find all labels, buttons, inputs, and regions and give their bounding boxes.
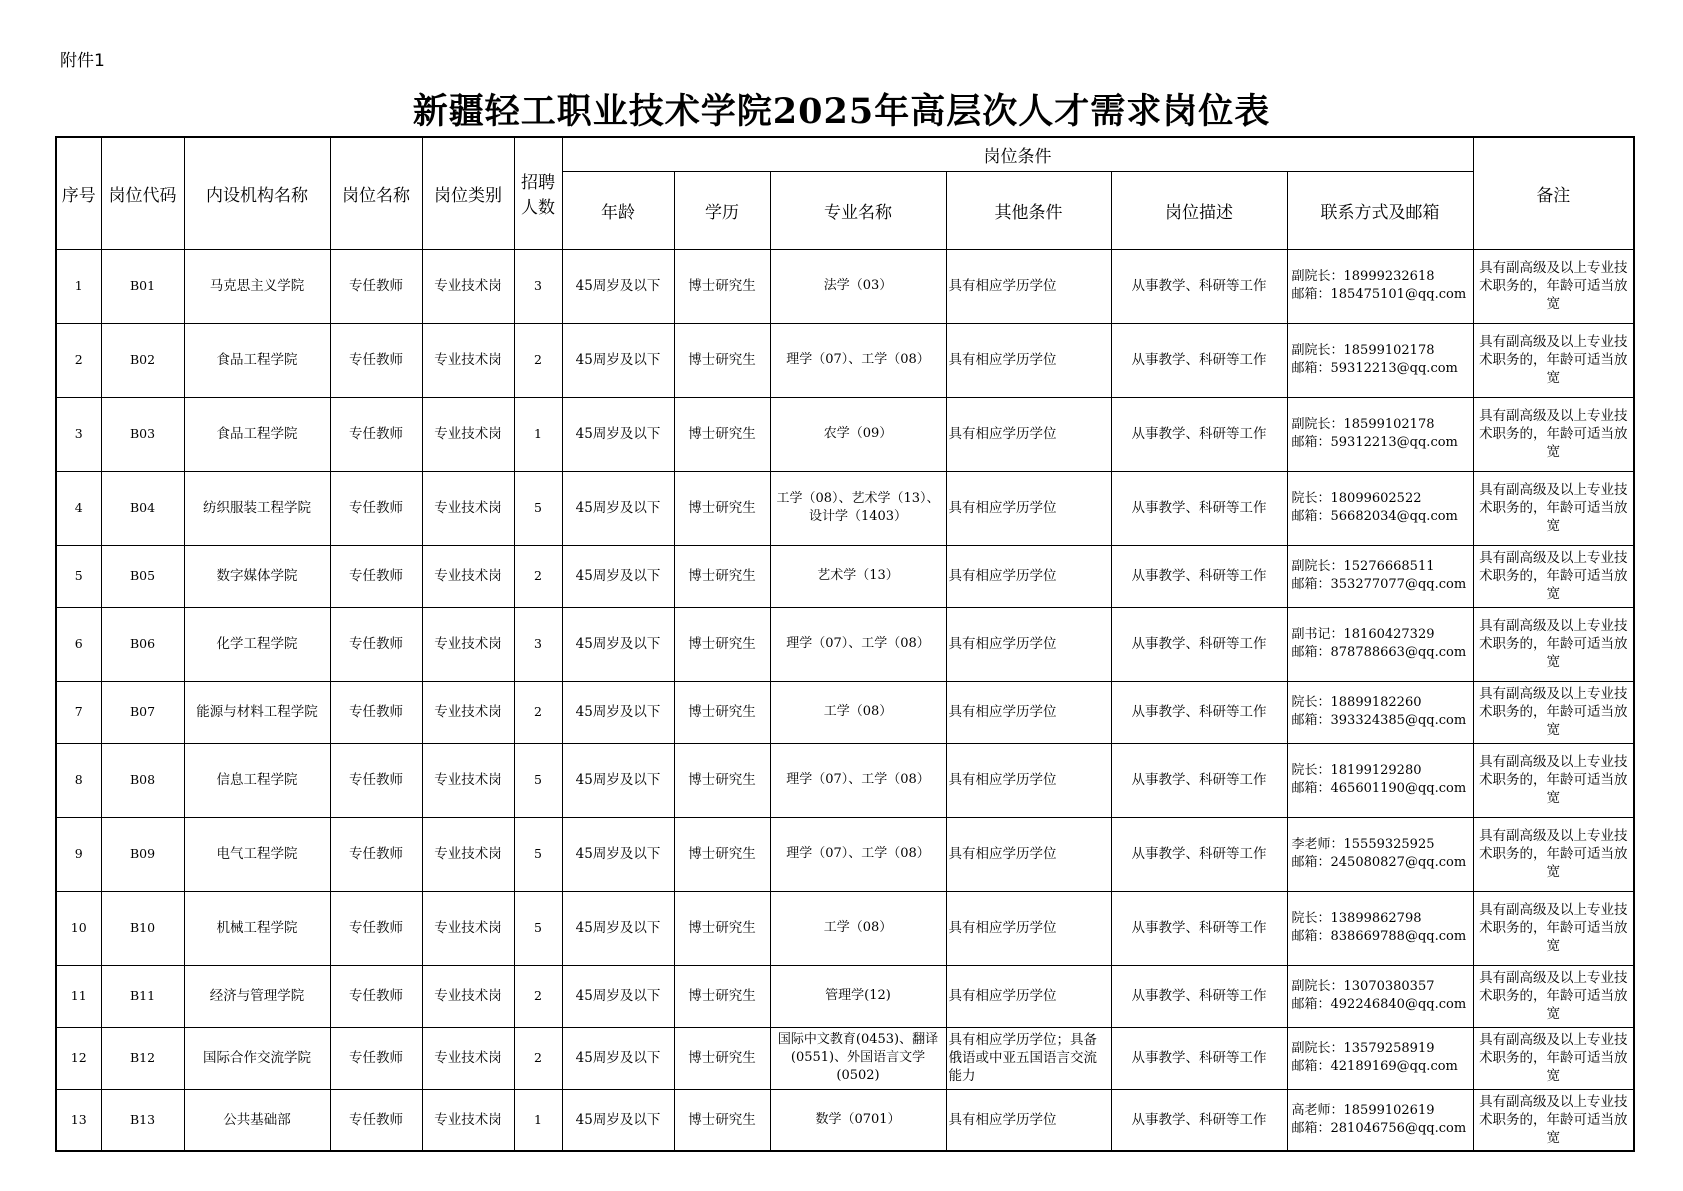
cell-desc: 从事教学、科研等工作 bbox=[1111, 323, 1287, 397]
cell-contact: 高老师：18599102619 邮箱：281046756@qq.com bbox=[1287, 1089, 1473, 1151]
cell-contact: 副院长：15276668511 邮箱：353277077@qq.com bbox=[1287, 545, 1473, 607]
cell-age: 45周岁及以下 bbox=[562, 1089, 674, 1151]
cell-major: 工学（08）、艺术学（13）、设计学（1403） bbox=[770, 471, 946, 545]
cell-desc: 从事教学、科研等工作 bbox=[1111, 397, 1287, 471]
cell-post: 专任教师 bbox=[330, 681, 422, 743]
cell-remark: 具有副高级及以上专业技术职务的，年龄可适当放宽 bbox=[1473, 607, 1634, 681]
cell-other: 具有相应学历学位 bbox=[946, 471, 1111, 545]
table-row bbox=[56, 1089, 1634, 1151]
cell-edu: 博士研究生 bbox=[674, 471, 770, 545]
cell-category: 专业技术岗 bbox=[422, 471, 514, 545]
cell-desc: 从事教学、科研等工作 bbox=[1111, 1089, 1287, 1151]
cell-contact: 院长：18899182260 邮箱：393324385@qq.com bbox=[1287, 681, 1473, 743]
cell-desc: 从事教学、科研等工作 bbox=[1111, 1027, 1287, 1089]
cell-count: 5 bbox=[514, 891, 562, 965]
cell-other: 具有相应学历学位 bbox=[946, 323, 1111, 397]
cell-desc: 从事教学、科研等工作 bbox=[1111, 545, 1287, 607]
header-dept: 内设机构名称 bbox=[184, 137, 330, 249]
cell-contact: 院长：18199129280 邮箱：465601190@qq.com bbox=[1287, 743, 1473, 817]
cell-other: 具有相应学历学位 bbox=[946, 891, 1111, 965]
cell-post: 专任教师 bbox=[330, 743, 422, 817]
cell-edu: 博士研究生 bbox=[674, 323, 770, 397]
cell-count: 5 bbox=[514, 471, 562, 545]
cell-post: 专任教师 bbox=[330, 1089, 422, 1151]
cell-desc: 从事教学、科研等工作 bbox=[1111, 681, 1287, 743]
cell-age: 45周岁及以下 bbox=[562, 607, 674, 681]
cell-age: 45周岁及以下 bbox=[562, 891, 674, 965]
cell-dept: 国际合作交流学院 bbox=[184, 1027, 330, 1089]
cell-remark: 具有副高级及以上专业技术职务的，年龄可适当放宽 bbox=[1473, 471, 1634, 545]
cell-dept: 食品工程学院 bbox=[184, 397, 330, 471]
cell-dept: 纺织服装工程学院 bbox=[184, 471, 330, 545]
header-contact: 联系方式及邮箱 bbox=[1287, 171, 1473, 249]
header-major: 专业名称 bbox=[770, 171, 946, 249]
cell-category: 专业技术岗 bbox=[422, 397, 514, 471]
cell-major: 法学（03） bbox=[770, 249, 946, 323]
cell-seq: 2 bbox=[56, 323, 101, 397]
attachment-label: 附件1 bbox=[60, 51, 105, 71]
table-body bbox=[56, 249, 1634, 1151]
table-row bbox=[56, 545, 1634, 607]
cell-desc: 从事教学、科研等工作 bbox=[1111, 249, 1287, 323]
cell-other: 具有相应学历学位；具备俄语或中亚五国语言交流能力 bbox=[946, 1027, 1111, 1089]
header-remark: 备注 bbox=[1473, 137, 1634, 249]
cell-age: 45周岁及以下 bbox=[562, 743, 674, 817]
cell-post: 专任教师 bbox=[330, 891, 422, 965]
cell-edu: 博士研究生 bbox=[674, 817, 770, 891]
cell-age: 45周岁及以下 bbox=[562, 817, 674, 891]
cell-post: 专任教师 bbox=[330, 965, 422, 1027]
cell-count: 5 bbox=[514, 743, 562, 817]
cell-code: B03 bbox=[101, 397, 184, 471]
cell-count: 2 bbox=[514, 323, 562, 397]
cell-category: 专业技术岗 bbox=[422, 817, 514, 891]
cell-category: 专业技术岗 bbox=[422, 323, 514, 397]
cell-seq: 3 bbox=[56, 397, 101, 471]
cell-desc: 从事教学、科研等工作 bbox=[1111, 965, 1287, 1027]
cell-count: 1 bbox=[514, 1089, 562, 1151]
cell-age: 45周岁及以下 bbox=[562, 471, 674, 545]
cell-post: 专任教师 bbox=[330, 323, 422, 397]
cell-category: 专业技术岗 bbox=[422, 965, 514, 1027]
cell-age: 45周岁及以下 bbox=[562, 681, 674, 743]
cell-code: B10 bbox=[101, 891, 184, 965]
cell-seq: 13 bbox=[56, 1089, 101, 1151]
table-row bbox=[56, 743, 1634, 817]
cell-post: 专任教师 bbox=[330, 817, 422, 891]
cell-dept: 机械工程学院 bbox=[184, 891, 330, 965]
cell-major: 数学（0701） bbox=[770, 1089, 946, 1151]
cell-major: 工学（08） bbox=[770, 681, 946, 743]
header-edu: 学历 bbox=[674, 171, 770, 249]
header-other: 其他条件 bbox=[946, 171, 1111, 249]
cell-dept: 经济与管理学院 bbox=[184, 965, 330, 1027]
cell-seq: 11 bbox=[56, 965, 101, 1027]
cell-count: 3 bbox=[514, 607, 562, 681]
cell-age: 45周岁及以下 bbox=[562, 397, 674, 471]
cell-seq: 4 bbox=[56, 471, 101, 545]
cell-post: 专任教师 bbox=[330, 397, 422, 471]
cell-age: 45周岁及以下 bbox=[562, 249, 674, 323]
cell-remark: 具有副高级及以上专业技术职务的，年龄可适当放宽 bbox=[1473, 545, 1634, 607]
cell-major: 理学（07）、工学（08） bbox=[770, 743, 946, 817]
cell-desc: 从事教学、科研等工作 bbox=[1111, 471, 1287, 545]
cell-code: B07 bbox=[101, 681, 184, 743]
cell-edu: 博士研究生 bbox=[674, 743, 770, 817]
header-conditions: 岗位条件 bbox=[562, 137, 1473, 171]
table-row bbox=[56, 1027, 1634, 1089]
cell-count: 2 bbox=[514, 681, 562, 743]
header-category: 岗位类别 bbox=[422, 137, 514, 249]
header-code: 岗位代码 bbox=[101, 137, 184, 249]
cell-dept: 马克思主义学院 bbox=[184, 249, 330, 323]
cell-other: 具有相应学历学位 bbox=[946, 249, 1111, 323]
cell-contact: 李老师：15559325925 邮箱：245080827@qq.com bbox=[1287, 817, 1473, 891]
cell-category: 专业技术岗 bbox=[422, 607, 514, 681]
cell-remark: 具有副高级及以上专业技术职务的，年龄可适当放宽 bbox=[1473, 681, 1634, 743]
cell-major: 管理学(12) bbox=[770, 965, 946, 1027]
cell-contact: 副院长：18999232618 邮箱：185475101@qq.com bbox=[1287, 249, 1473, 323]
cell-count: 2 bbox=[514, 965, 562, 1027]
cell-remark: 具有副高级及以上专业技术职务的，年龄可适当放宽 bbox=[1473, 891, 1634, 965]
table-row bbox=[56, 817, 1634, 891]
cell-post: 专任教师 bbox=[330, 607, 422, 681]
cell-code: B02 bbox=[101, 323, 184, 397]
cell-other: 具有相应学历学位 bbox=[946, 965, 1111, 1027]
cell-desc: 从事教学、科研等工作 bbox=[1111, 891, 1287, 965]
cell-edu: 博士研究生 bbox=[674, 891, 770, 965]
table-row bbox=[56, 965, 1634, 1027]
header-seq: 序号 bbox=[56, 137, 101, 249]
cell-dept: 能源与材料工程学院 bbox=[184, 681, 330, 743]
cell-major: 国际中文教育(0453)、翻译(0551)、外国语言文学(0502) bbox=[770, 1027, 946, 1089]
cell-code: B13 bbox=[101, 1089, 184, 1151]
cell-contact: 副院长：18599102178 邮箱：59312213@qq.com bbox=[1287, 397, 1473, 471]
cell-edu: 博士研究生 bbox=[674, 1089, 770, 1151]
cell-major: 工学（08） bbox=[770, 891, 946, 965]
table-row bbox=[56, 607, 1634, 681]
cell-edu: 博士研究生 bbox=[674, 607, 770, 681]
table-row bbox=[56, 891, 1634, 965]
header-age: 年龄 bbox=[562, 171, 674, 249]
cell-post: 专任教师 bbox=[330, 471, 422, 545]
cell-code: B06 bbox=[101, 607, 184, 681]
cell-major: 理学（07）、工学（08） bbox=[770, 323, 946, 397]
cell-contact: 副院长：13070380357 邮箱：492246840@qq.com bbox=[1287, 965, 1473, 1027]
table-row bbox=[56, 471, 1634, 545]
cell-seq: 6 bbox=[56, 607, 101, 681]
cell-count: 2 bbox=[514, 545, 562, 607]
cell-code: B05 bbox=[101, 545, 184, 607]
cell-category: 专业技术岗 bbox=[422, 743, 514, 817]
cell-age: 45周岁及以下 bbox=[562, 323, 674, 397]
cell-other: 具有相应学历学位 bbox=[946, 1089, 1111, 1151]
cell-category: 专业技术岗 bbox=[422, 681, 514, 743]
table-row bbox=[56, 323, 1634, 397]
cell-seq: 7 bbox=[56, 681, 101, 743]
cell-code: B01 bbox=[101, 249, 184, 323]
table-row bbox=[56, 681, 1634, 743]
cell-remark: 具有副高级及以上专业技术职务的，年龄可适当放宽 bbox=[1473, 249, 1634, 323]
cell-count: 1 bbox=[514, 397, 562, 471]
cell-seq: 12 bbox=[56, 1027, 101, 1089]
positions-table bbox=[55, 136, 1635, 1152]
cell-contact: 院长：18099602522 邮箱：56682034@qq.com bbox=[1287, 471, 1473, 545]
header-desc: 岗位描述 bbox=[1111, 171, 1287, 249]
cell-other: 具有相应学历学位 bbox=[946, 397, 1111, 471]
cell-remark: 具有副高级及以上专业技术职务的，年龄可适当放宽 bbox=[1473, 1089, 1634, 1151]
cell-seq: 8 bbox=[56, 743, 101, 817]
cell-seq: 9 bbox=[56, 817, 101, 891]
cell-desc: 从事教学、科研等工作 bbox=[1111, 817, 1287, 891]
cell-age: 45周岁及以下 bbox=[562, 1027, 674, 1089]
cell-category: 专业技术岗 bbox=[422, 545, 514, 607]
cell-category: 专业技术岗 bbox=[422, 249, 514, 323]
cell-edu: 博士研究生 bbox=[674, 249, 770, 323]
cell-seq: 5 bbox=[56, 545, 101, 607]
cell-code: B09 bbox=[101, 817, 184, 891]
cell-seq: 1 bbox=[56, 249, 101, 323]
cell-seq: 10 bbox=[56, 891, 101, 965]
cell-other: 具有相应学历学位 bbox=[946, 743, 1111, 817]
cell-dept: 食品工程学院 bbox=[184, 323, 330, 397]
cell-post: 专任教师 bbox=[330, 545, 422, 607]
cell-edu: 博士研究生 bbox=[674, 681, 770, 743]
cell-code: B04 bbox=[101, 471, 184, 545]
cell-edu: 博士研究生 bbox=[674, 397, 770, 471]
cell-remark: 具有副高级及以上专业技术职务的，年龄可适当放宽 bbox=[1473, 817, 1634, 891]
cell-remark: 具有副高级及以上专业技术职务的，年龄可适当放宽 bbox=[1473, 743, 1634, 817]
cell-dept: 信息工程学院 bbox=[184, 743, 330, 817]
cell-other: 具有相应学历学位 bbox=[946, 545, 1111, 607]
cell-code: B12 bbox=[101, 1027, 184, 1089]
page-title: 新疆轻工职业技术学院2025年高层次人才需求岗位表 bbox=[412, 91, 1271, 132]
cell-contact: 副院长：13579258919 邮箱：42189169@qq.com bbox=[1287, 1027, 1473, 1089]
cell-other: 具有相应学历学位 bbox=[946, 607, 1111, 681]
cell-contact: 副书记：18160427329 邮箱：878788663@qq.com bbox=[1287, 607, 1473, 681]
cell-remark: 具有副高级及以上专业技术职务的，年龄可适当放宽 bbox=[1473, 965, 1634, 1027]
table-row bbox=[56, 249, 1634, 323]
cell-age: 45周岁及以下 bbox=[562, 545, 674, 607]
cell-count: 2 bbox=[514, 1027, 562, 1089]
cell-dept: 电气工程学院 bbox=[184, 817, 330, 891]
cell-remark: 具有副高级及以上专业技术职务的，年龄可适当放宽 bbox=[1473, 323, 1634, 397]
cell-age: 45周岁及以下 bbox=[562, 965, 674, 1027]
cell-major: 农学（09） bbox=[770, 397, 946, 471]
header-post: 岗位名称 bbox=[330, 137, 422, 249]
cell-desc: 从事教学、科研等工作 bbox=[1111, 743, 1287, 817]
cell-count: 3 bbox=[514, 249, 562, 323]
cell-dept: 化学工程学院 bbox=[184, 607, 330, 681]
cell-major: 艺术学（13） bbox=[770, 545, 946, 607]
cell-major: 理学（07）、工学（08） bbox=[770, 607, 946, 681]
cell-remark: 具有副高级及以上专业技术职务的，年龄可适当放宽 bbox=[1473, 1027, 1634, 1089]
table-row bbox=[56, 397, 1634, 471]
cell-category: 专业技术岗 bbox=[422, 1027, 514, 1089]
cell-code: B11 bbox=[101, 965, 184, 1027]
cell-edu: 博士研究生 bbox=[674, 1027, 770, 1089]
cell-contact: 院长：13899862798 邮箱：838669788@qq.com bbox=[1287, 891, 1473, 965]
cell-post: 专任教师 bbox=[330, 249, 422, 323]
cell-remark: 具有副高级及以上专业技术职务的，年龄可适当放宽 bbox=[1473, 397, 1634, 471]
cell-post: 专任教师 bbox=[330, 1027, 422, 1089]
cell-major: 理学（07）、工学（08） bbox=[770, 817, 946, 891]
cell-category: 专业技术岗 bbox=[422, 891, 514, 965]
cell-other: 具有相应学历学位 bbox=[946, 817, 1111, 891]
cell-edu: 博士研究生 bbox=[674, 965, 770, 1027]
cell-contact: 副院长：18599102178 邮箱：59312213@qq.com bbox=[1287, 323, 1473, 397]
cell-dept: 数字媒体学院 bbox=[184, 545, 330, 607]
cell-count: 5 bbox=[514, 817, 562, 891]
cell-desc: 从事教学、科研等工作 bbox=[1111, 607, 1287, 681]
cell-edu: 博士研究生 bbox=[674, 545, 770, 607]
cell-code: B08 bbox=[101, 743, 184, 817]
cell-other: 具有相应学历学位 bbox=[946, 681, 1111, 743]
header-count: 招聘人数 bbox=[514, 137, 562, 249]
cell-category: 专业技术岗 bbox=[422, 1089, 514, 1151]
cell-dept: 公共基础部 bbox=[184, 1089, 330, 1151]
